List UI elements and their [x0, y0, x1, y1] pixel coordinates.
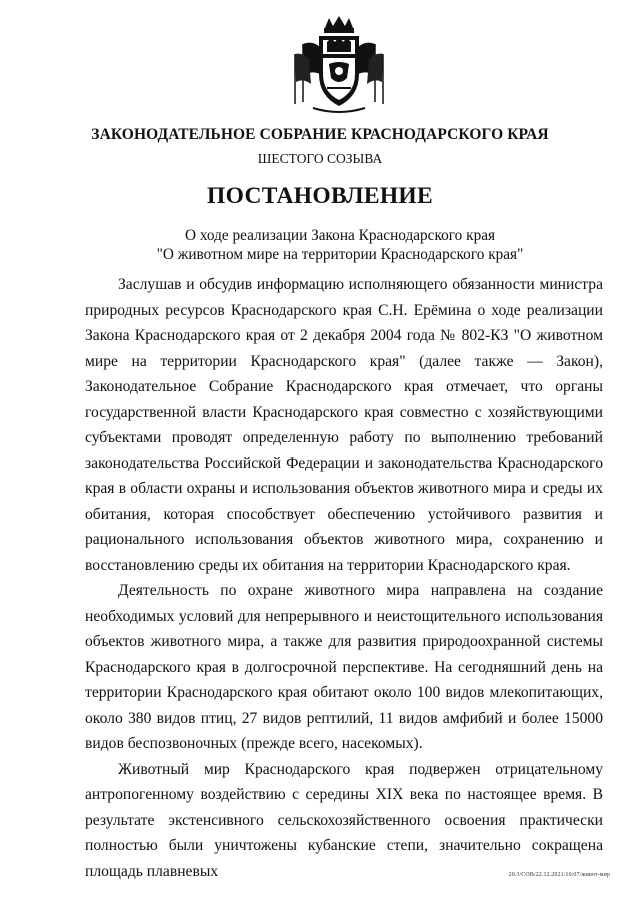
paragraph-1: Заслушав и обсудив информацию исполняющего обязанности министра природных ресурсов Краснодарского края С.Н. Ерёмина о ходе реализации Закона Краснодарского края от 2 декабря 2004 года № 802-КЗ "О животном мире на территории Краснодарского края" (далее также — Закон), Законодательное Собрание Краснодарского края отмечает, что органы государственной власти Краснодарского края совместно с хозяйствующими субъектами проводят определенную работу по выполнению требований законодательства Российской Федерации и законодательства Краснодарского края в области охраны и использования объектов животного мира и среды их обитания, которая способствует обеспечению устойчивого развития и рационального использования объектов животного мира, сохранению и восстановлению среды их обитания на территории Краснодарского края. [85, 276, 603, 574]
coat-of-arms-icon [293, 14, 385, 114]
paragraph-2: Деятельность по охране животного мира направлена на создание необходимых условий для непрерывного и неистощительного использования объектов животного мира, а также для развития природоохранной системы Краснодарского края в долгосрочной перспективе. На сегодняшний день на территории Краснодарского края обитают около 100 видов млекопитающих, около 380 видов птиц, 27 видов рептилий, 11 видов амфибий и более 15000 видов беспозвоночных (прежде всего, насекомых). [85, 582, 603, 752]
document-type: ПОСТАНОВЛЕНИЕ [207, 183, 433, 209]
document-body [85, 272, 603, 884]
organization-name: ЗАКОНОДАТЕЛЬНОЕ СОБРАНИЕ КРАСНОДАРСКОГО КРАЯ [91, 126, 549, 143]
document-subject [0, 226, 640, 264]
paragraph-3: Животный мир Краснодарского края подвержен отрицательному антропогенному воздействию с середины XIX века по настоящее время. В результате экстенсивного сельскохозяйственного освоения практически полностью были уничтожены кубанские степи, значительно сокращена площадь плавневых [85, 760, 603, 880]
footer-code: 20.3/СОВ/22.12.2021/10:07/живот-мир [508, 872, 610, 878]
convocation: ШЕСТОГО СОЗЫВА [257, 151, 383, 166]
subject-line-1: О ходе реализации Закона Краснодарского края [184, 227, 496, 244]
subject-line-2: "О животном мире на территории Краснодарского края" [156, 246, 524, 263]
